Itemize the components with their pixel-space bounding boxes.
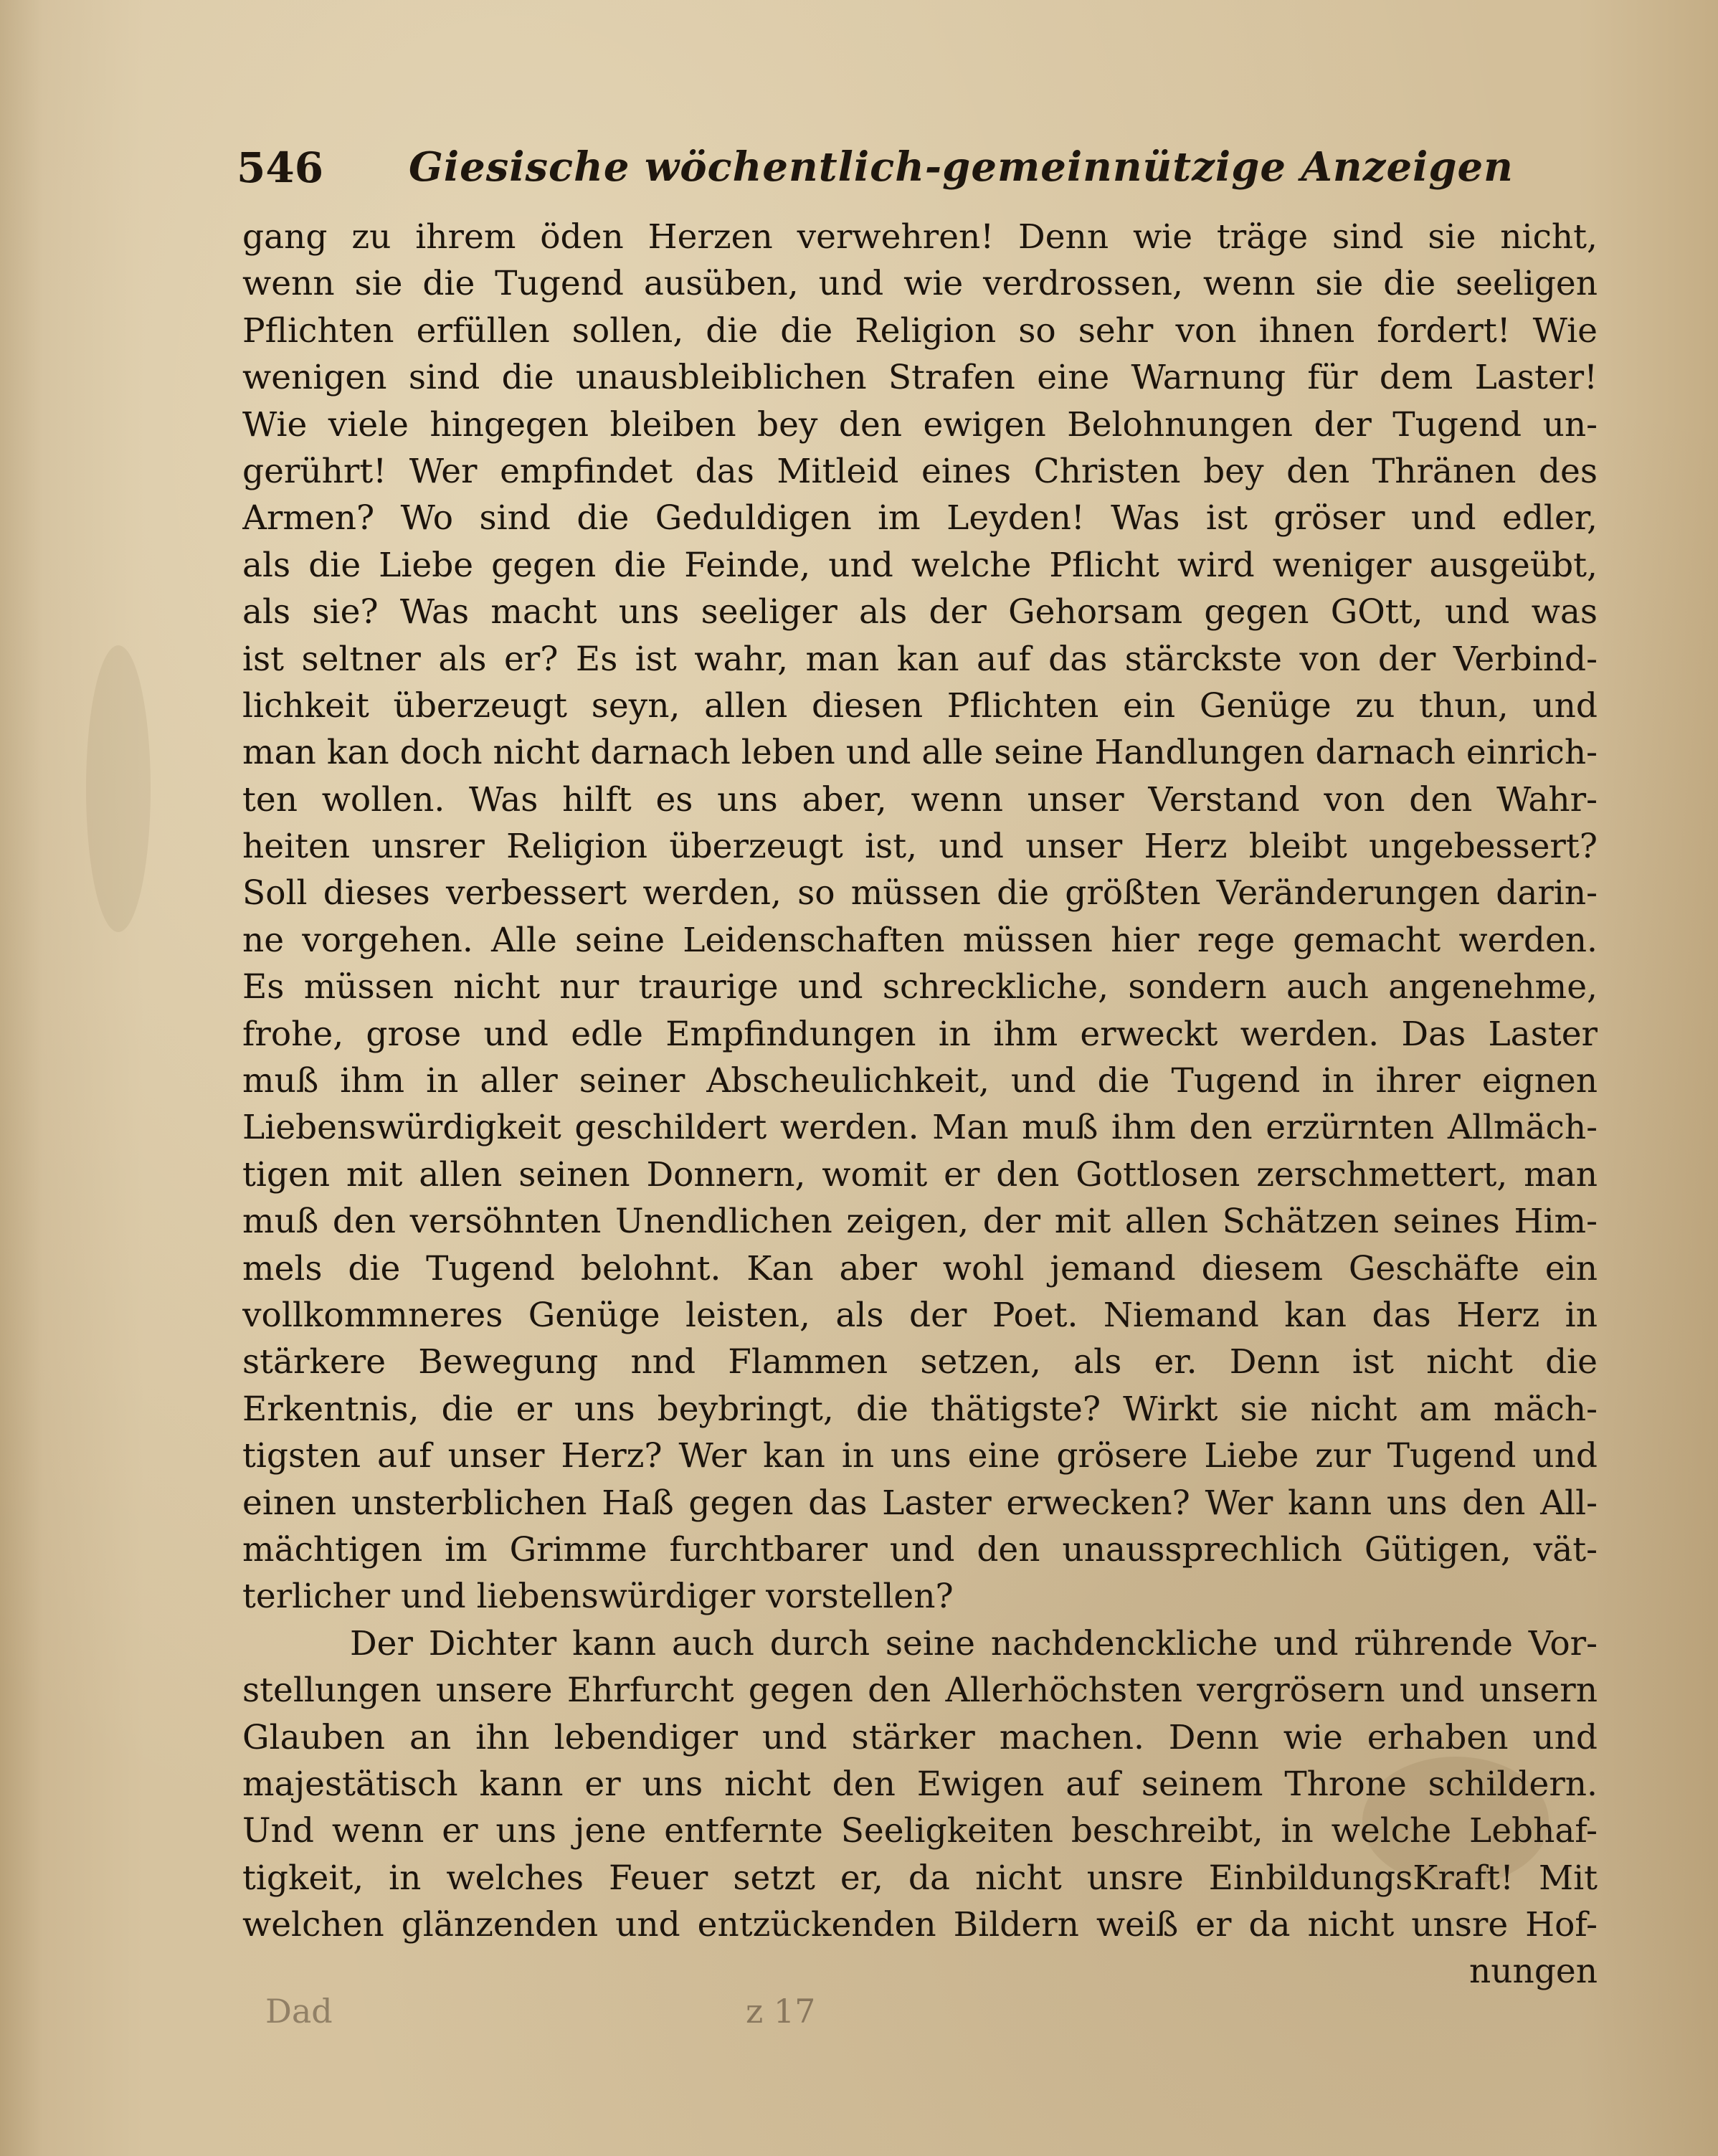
signature-mark: z 17	[746, 1992, 816, 2031]
page-number: 546	[237, 143, 324, 192]
text-line: Glauben an ihn lebendiger und stärker machen. Denn wie erhaben und	[242, 1717, 1598, 1757]
text-line: ist seltner als er? Es ist wahr, man kan auf das stärckste von der Verbind-	[242, 639, 1598, 679]
text-line: lichkeit überzeugt seyn, allen diesen Pflichten ein Genüge zu thun, und	[242, 685, 1598, 726]
text-line: welchen glänzenden und entzückenden Bildern weiß er da nicht unsre Hof-	[242, 1905, 1598, 1945]
text-line: ne vorgehen. Alle seine Leidenschaften müssen hier rege gemacht werden.	[242, 920, 1598, 960]
text-line: stärkere Bewegung nnd Flammen setzen, als er. Denn ist nicht die	[242, 1342, 1598, 1382]
text-line: tigen mit allen seinen Donnern, womit er den Gottlosen zerschmettert, man	[242, 1154, 1598, 1195]
text-line: gerührt! Wer empfindet das Mitleid eines Christen bey den Thränen des	[242, 451, 1598, 491]
text-line: muß ihm in aller seiner Abscheulichkeit, und die Tugend in ihrer eignen	[242, 1061, 1598, 1101]
text-line: Erkentnis, die er uns beybringt, die thätigste? Wirkt sie nicht am mäch-	[242, 1389, 1598, 1429]
text-line: terlicher und liebenswürdiger vorstellen?	[242, 1577, 954, 1617]
text-line: mels die Tugend belohnt. Kan aber wohl jemand diesem Geschäfte ein	[242, 1248, 1598, 1288]
text-line: Wie viele hingegen bleiben bey den ewigen Belohnungen der Tugend un-	[242, 404, 1598, 445]
text-line: muß den versöhnten Unendlichen zeigen, der mit allen Schätzen seines Him-	[242, 1202, 1598, 1242]
text-line: man kan doch nicht darnach leben und alle seine Handlungen darnach einrich-	[242, 733, 1598, 773]
page-header	[237, 136, 1514, 201]
text-line: einen unsterblichen Haß gegen das Laster erwecken? Wer kann uns den All-	[242, 1483, 1598, 1523]
text-line: tigsten auf unser Herz? Wer kan in uns eine grösere Liebe zur Tugend und	[242, 1436, 1598, 1476]
text-line: Der Dichter kann auch durch seine nachdenckliche und rührende Vor-	[350, 1623, 1598, 1663]
text-line: Armen? Wo sind die Geduldigen im Leyden! Was ist gröser und edler,	[242, 498, 1598, 538]
text-line: Soll dieses verbessert werden, so müssen die größten Veränderungen darin-	[242, 873, 1598, 913]
text-line: mächtigen im Grimme furchtbarer und den unaussprechlich Gütigen, vät-	[242, 1529, 1598, 1569]
text-line: Es müssen nicht nur traurige und schreckliche, sondern auch angenehme,	[242, 967, 1598, 1007]
body-text	[242, 214, 1598, 1995]
text-line: als sie? Was macht uns seeliger als der Gehorsam gegen GOtt, und was	[242, 592, 1598, 632]
text-line: Pflichten erfüllen sollen, die die Religion so sehr von ihnen fordert! Wie	[242, 310, 1598, 351]
text-line: gang zu ihrem öden Herzen verwehren! Denn wie träge sind sie nicht,	[242, 217, 1598, 257]
text-line: stellungen unsere Ehrfurcht gegen den Allerhöchsten vergrösern und unsern	[242, 1671, 1598, 1711]
text-line: als die Liebe gegen die Feinde, und welche Pflicht wird weniger ausgeübt,	[242, 545, 1598, 585]
text-line: Liebenswürdigkeit geschildert werden. Man muß ihm den erzürnten Allmäch-	[242, 1108, 1598, 1148]
text-line: majestätisch kann er uns nicht den Ewigen auf seinem Throne schildern.	[242, 1764, 1598, 1804]
text-line: ten wollen. Was hilft es uns aber, wenn unser Verstand von den Wahr-	[242, 779, 1598, 820]
text-line: tigkeit, in welches Feuer setzt er, da nicht unsre EinbildungsKraft! Mit	[242, 1858, 1598, 1898]
catchword: nungen	[1469, 1952, 1598, 1992]
running-title: Giesische wöchentlich-gemeinnützige Anzeigen	[409, 143, 1514, 191]
text-line: Und wenn er uns jene entfernte Seeligkeiten beschreibt, in welche Lebhaf-	[242, 1811, 1598, 1851]
paper-stain	[86, 645, 151, 932]
page-footer	[0, 1992, 1718, 2042]
text-line: heiten unsrer Religion überzeugt ist, und unser Herz bleibt ungebessert?	[242, 827, 1598, 867]
text-line: wenigen sind die unausbleiblichen Strafen eine Warnung für dem Laster!	[242, 358, 1598, 398]
text-line: frohe, grose und edle Empfindungen in ihm erweckt werden. Das Laster	[242, 1014, 1598, 1054]
signature-mark: Dad	[265, 1992, 333, 2031]
text-line: wenn sie die Tugend ausüben, und wie verdrossen, wenn sie die seeligen	[242, 264, 1598, 304]
text-line: vollkommneres Genüge leisten, als der Poet. Niemand kan das Herz in	[242, 1295, 1598, 1335]
